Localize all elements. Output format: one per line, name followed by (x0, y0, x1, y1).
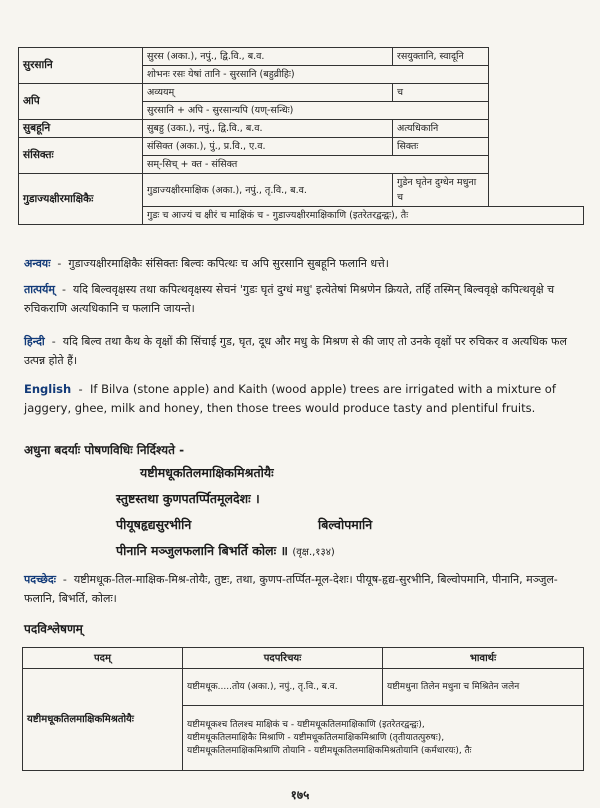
derivation-line: यष्टीमधूकतिलमाक्षिकमिश्राणि तोयानि - यष्टीमधूकतिलमाक्षिकमिश्रतोयानि (कर्मधारयः), तैः (187, 745, 472, 756)
page-number: १७५ (290, 788, 310, 802)
analysis-derivation (183, 706, 584, 771)
analysis-desc: यष्टीमधूक.....तोय (अका.), नपुं., तृ.वि., ब.व. (183, 669, 383, 706)
hindi-text: यदि बिल्व तथा कैथ के वृक्षों की सिंचाई गुड, घृत, दूध और मधु के मिश्रण से की जाए तो उनके वृक्षों पर रुचिकर व अत्यधिक फल उत्पन्न होते हैं। (24, 335, 567, 367)
padaccheda-label: पदच्छेदः (24, 573, 56, 586)
table-row (19, 138, 584, 156)
analysis-word: यष्टीमधूकतिलमाक्षिकमिश्रतोयैः (23, 669, 183, 771)
english-label: English (24, 382, 72, 396)
verse-line-4-text: पीनानि मञ्जुलफलानि बिभर्ति कोलः ॥ (116, 543, 288, 558)
table-word: अपि (19, 84, 143, 120)
table-sub: शोभनः रसः येषां तानि - सुरसानि (बहुव्रीहिः) (143, 66, 489, 84)
table-meaning: रसयुक्तानि, स्वादूनि (393, 48, 489, 66)
derivation-line: यष्टीमधूकश्च तिलश्च माक्षिकं च - यष्टीमधूकतिलमाक्षिकाणि (इतरेतरद्वन्द्वः), (187, 719, 425, 730)
table-desc: संसिक्त (अका.), पुं., प्र.वि., ए.व. (143, 138, 393, 156)
table-word: सुरसानि (19, 48, 143, 84)
verse-reference: (वृक्ष.,१३४) (292, 547, 335, 558)
verse-line-3a: पीयूषहृद्यसुरभीनि (116, 517, 192, 532)
header-pada: पदम् (23, 648, 183, 669)
table-desc: गुडाज्यक्षीरमाक्षिक (अका.), नपुं., तृ.वि., ब.व. (143, 174, 393, 207)
hindi-dash: - (51, 335, 56, 348)
tatparya-paragraph (24, 280, 580, 318)
padaccheda-text: यष्टीमधूक-तिल-माक्षिक-मिश्र-तोयैः, तुष्टः, तथा, कुणप-तर्प्पित-मूल-देशः। पीयूष-हृद्य-सुरभीनि, बिल्वोपमानि, पीनानि, मञ्जुल-फलानि, बिभर्ति, कोलः। (24, 573, 558, 605)
table-row (19, 120, 584, 138)
word-analysis-table (18, 47, 584, 225)
word-breakdown-table (22, 647, 584, 771)
table-word: सुबहूनि (19, 120, 143, 138)
table-desc: अव्ययम् (143, 84, 393, 102)
english-text: If Bilva (stone apple) and Kaith (wood apple) trees are irrigated with a mixture of jaggery, ghee, milk and honey, then those trees would produce tasty and plentiful fruits. (24, 382, 556, 415)
analysis-heading: पदविश्लेषणम् (24, 622, 83, 636)
padaccheda-paragraph (24, 570, 580, 608)
english-paragraph (24, 380, 580, 418)
table-header-row (23, 648, 584, 669)
verse-line-1: यष्टीमधूकतिलमाक्षिकमिश्रतोयैः (140, 465, 274, 480)
verse-line-2: स्तुष्टस्तथा कुणपतर्प्पितमूलदेशः । (116, 491, 260, 506)
anvaya-label: अन्वयः (24, 257, 51, 270)
table-sub: सम्-सिच् + क्त - संसिक्त (143, 156, 489, 174)
english-dash: - (78, 382, 83, 396)
table-row (19, 84, 584, 102)
table-meaning: च (393, 84, 489, 102)
table-row (23, 669, 584, 706)
section-heading: अधुना बदर्याः पोषणविधिः निर्दिश्यते - (24, 443, 185, 457)
hindi-label: हिन्दी (24, 335, 45, 348)
hindi-paragraph (24, 332, 580, 370)
table-sub: सुरसानि + अपि - सुरसान्यपि (यण्-सन्धिः) (143, 102, 489, 120)
table-desc: सुबहु (उका.), नपुं., द्वि.वि., ब.व. (143, 120, 393, 138)
anvaya-dash: - (57, 257, 62, 270)
verse-line-3b: बिल्वोपमानि (318, 517, 373, 532)
anvaya-text: गुडाज्यक्षीरमाक्षिकैः संसिक्तः बिल्वः कपित्थः च अपि सुरसानि सुबहूनि फलानि धत्ते। (68, 257, 389, 270)
table-sub: गुडः च आज्यं च क्षीरं च माक्षिकं च - गुडाज्यक्षीरमाक्षिकाणि (इतरेतरद्वन्द्वः), तैः (143, 207, 584, 225)
padaccheda-dash: - (62, 573, 67, 586)
table-word: गुडाज्यक्षीरमाक्षिकैः (19, 174, 143, 225)
tatparya-text: यदि बिल्ववृक्षस्य तथा कपित्थवृक्षस्य सेचनं 'गुडः घृतं दुग्धं मधु' इत्येतेषां मिश्रणेन क्रियते, तर्हि तस्मिन् बिल्ववृक्षे कपित्थवृक्षे च रुचिकराणि अत्यधिकानि च फलानि जायन्ते। (24, 283, 555, 315)
derivation-line: यष्टीमधूकतिलमाक्षिकैः मिश्राणि - यष्टीमधूकतिलमाक्षिकमिश्राणि (तृतीयातत्पुरुषः), (187, 732, 445, 743)
table-meaning: गुडेन घृतेन दुग्धेन मधुना च (393, 174, 489, 207)
header-padaparichaya: पदपरिचयः (183, 648, 383, 669)
table-row (19, 174, 584, 207)
table-row (19, 48, 584, 66)
header-bhavartha: भावार्थः (383, 648, 584, 669)
verse-line-4 (116, 542, 335, 559)
table-meaning: सिक्तः (393, 138, 489, 156)
table-desc: सुरस (अका.), नपुं., द्वि.वि., ब.व. (143, 48, 393, 66)
analysis-meaning: यष्टीमधुना तिलेन मधुना च मिश्रितेन जलेन (383, 669, 584, 706)
table-meaning: अत्यधिकानि (393, 120, 489, 138)
tatparya-label: तात्पर्यम् (24, 283, 55, 296)
tatparya-dash: - (61, 283, 66, 296)
table-word: संसिक्तः (19, 138, 143, 174)
anvaya-paragraph (24, 254, 580, 273)
